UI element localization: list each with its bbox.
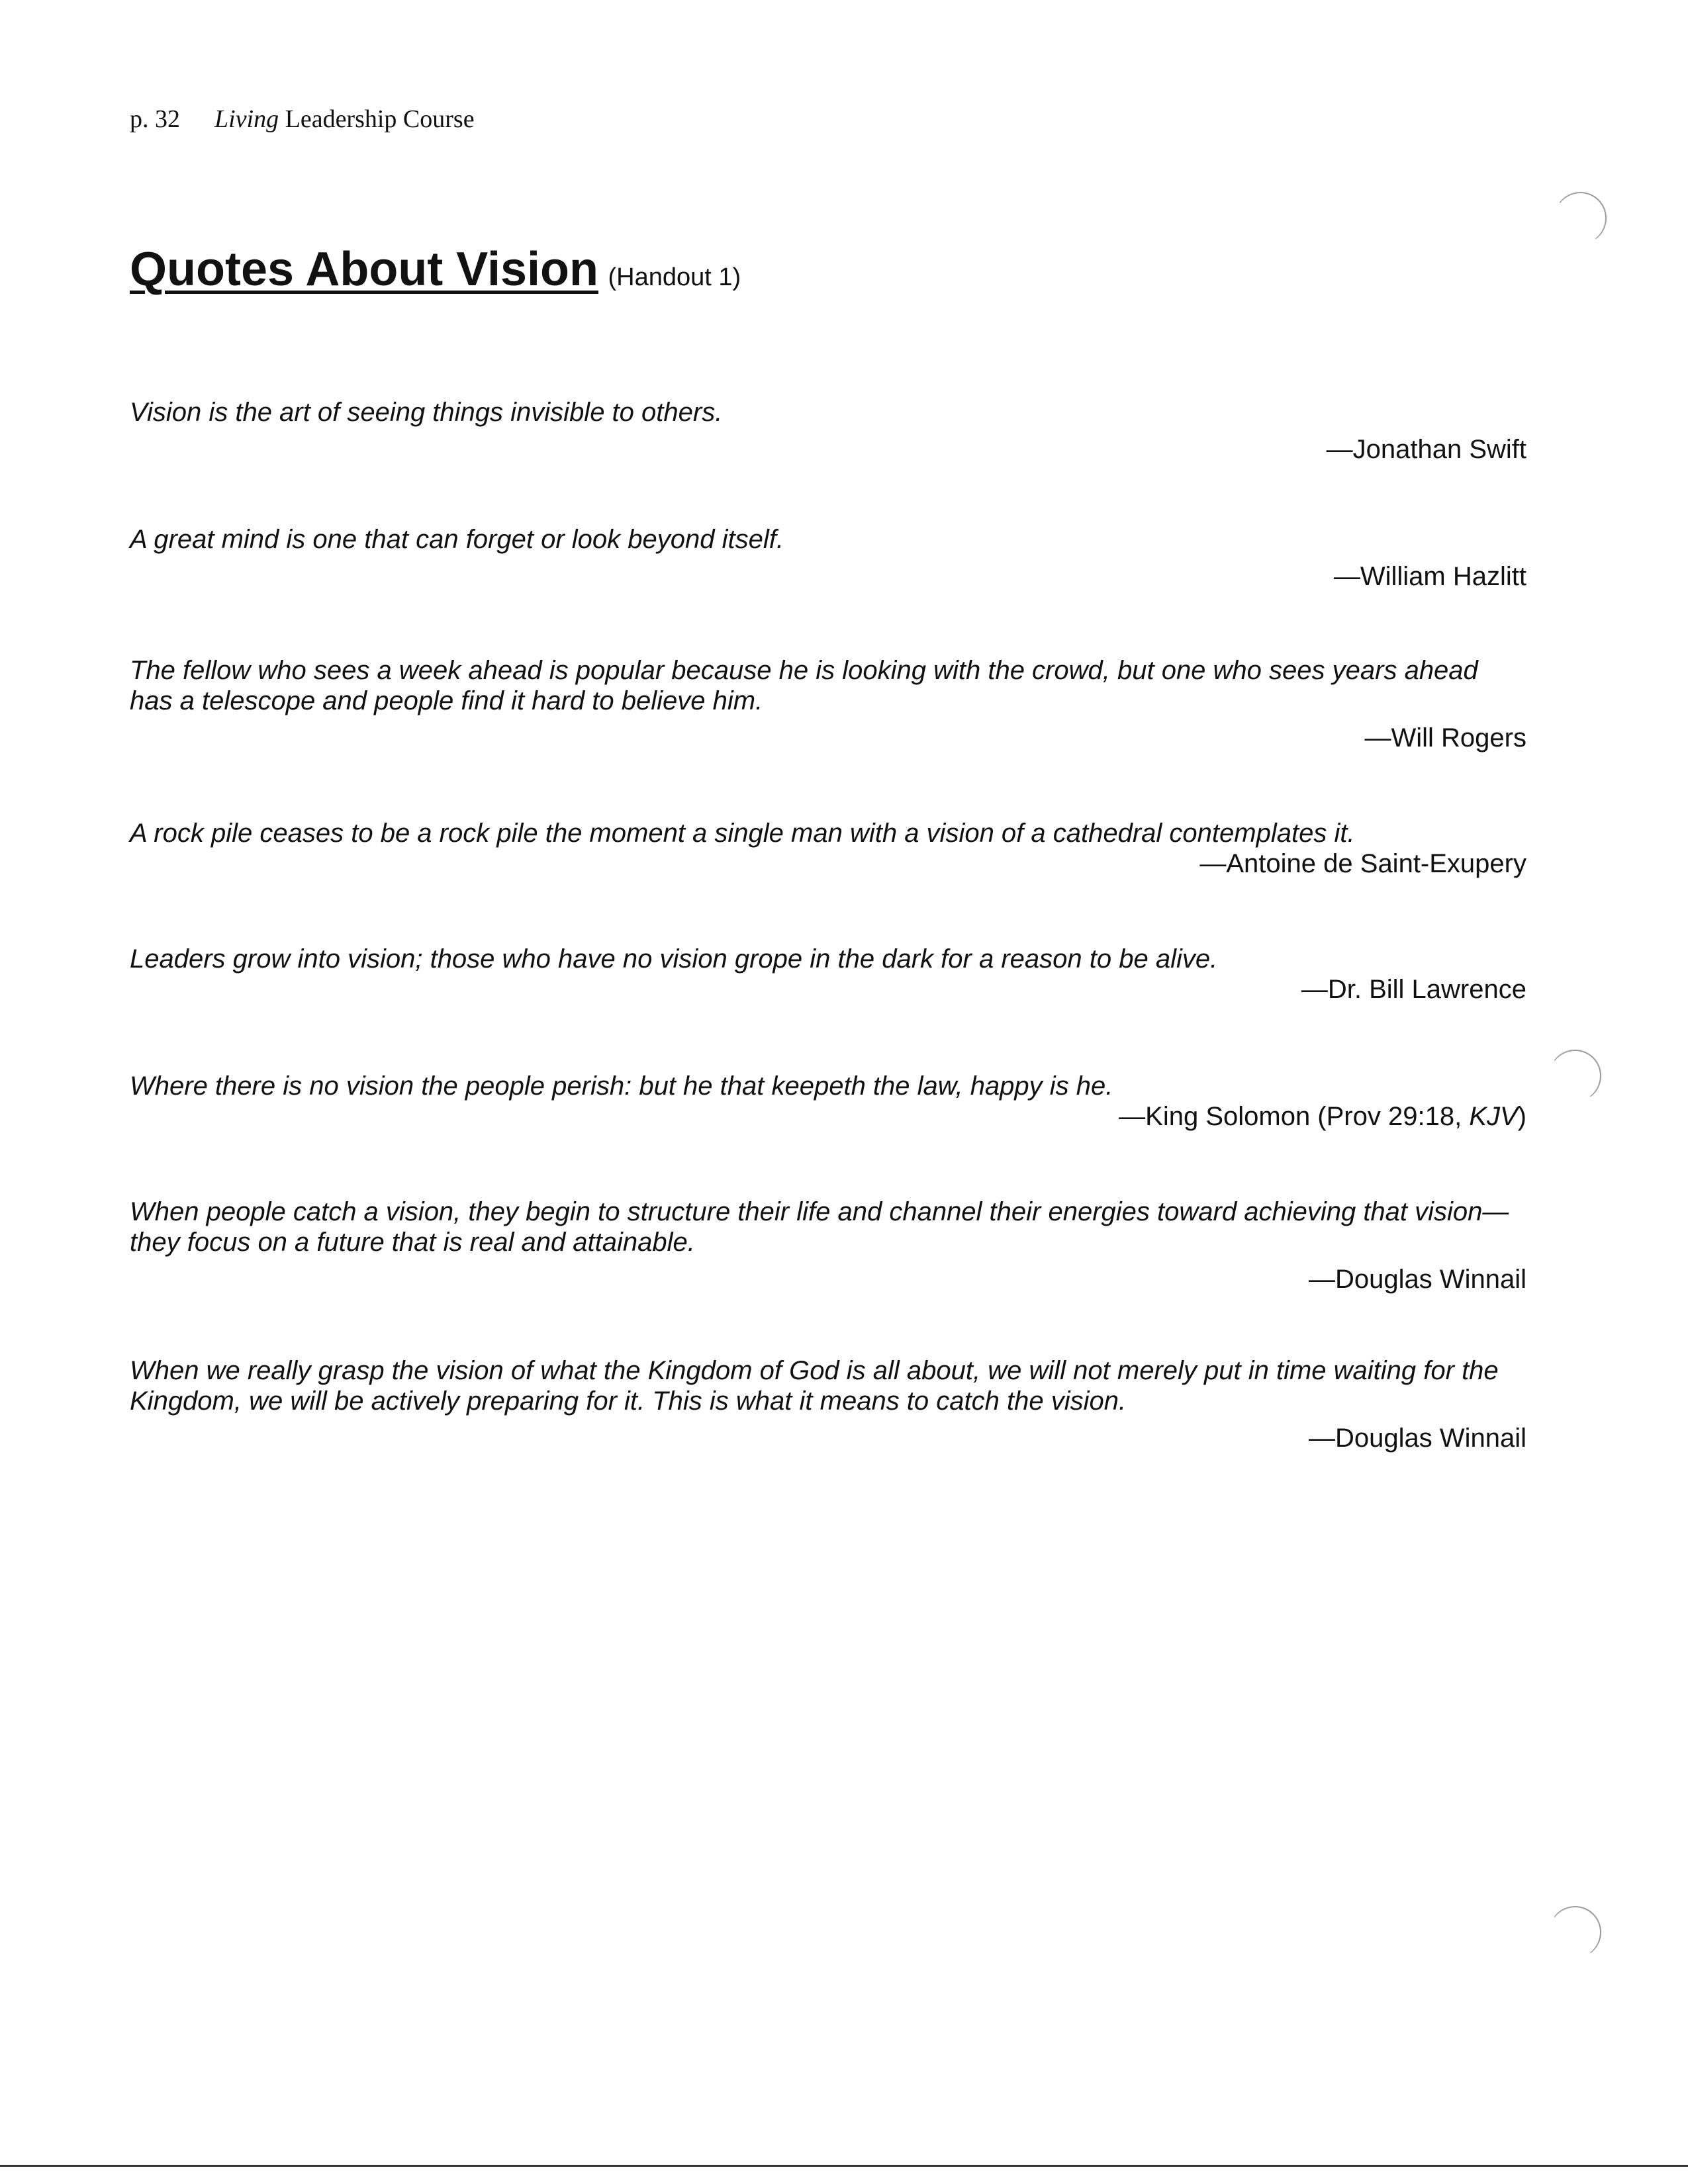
page-header xyxy=(130,105,475,134)
quote-author: —Jonathan Swift xyxy=(1326,435,1526,464)
quote-text: Vision is the art of seeing things invisible to others. xyxy=(130,398,723,427)
quote-author-close: ) xyxy=(1517,1102,1526,1131)
handout-title xyxy=(130,242,741,296)
punch-hole-mark xyxy=(1549,1050,1601,1102)
quote-text: Where there is no vision the people perish: but he that keepeth the law, happy is he. xyxy=(130,1071,1113,1101)
page-title: Quotes About Vision xyxy=(130,243,599,296)
quote-author-version: KJV xyxy=(1469,1102,1518,1131)
quote-text: The fellow who sees a week ahead is popular because he is looking with the crowd, but one who sees years ahead has a telescope and people find it hard to believe him. xyxy=(130,656,1478,715)
quote-author: —Will Rogers xyxy=(1364,723,1526,752)
quote-item xyxy=(130,524,1526,592)
quote-author: —Douglas Winnail xyxy=(1308,1424,1526,1453)
quote-text: A great mind is one that can forget or look beyond itself. xyxy=(130,525,784,554)
quote-text: Leaders grow into vision; those who have no vision grope in the dark for a reason to be alive. xyxy=(130,944,1218,974)
punch-hole-mark xyxy=(1554,192,1607,244)
course-title-italic: Living xyxy=(214,105,279,133)
quote-author: —Douglas Winnail xyxy=(1308,1265,1526,1294)
quote-author xyxy=(130,1101,1526,1132)
bottom-edge-line xyxy=(0,2165,1688,2167)
quote-item xyxy=(130,818,1526,879)
course-title: Leadership Course xyxy=(285,105,475,133)
quote-author-name: —King Solomon (Prov 29:18, xyxy=(1119,1102,1470,1131)
quote-item xyxy=(130,1355,1526,1453)
quote-item xyxy=(130,944,1526,1005)
quote-item xyxy=(130,1197,1526,1295)
quote-text: When we really grasp the vision of what the Kingdom of God is all about, we will not merely put in time waiting for the Kingdom, we will be actively preparing for it. This is what it means to catch the vision. xyxy=(130,1356,1499,1416)
page-number: p. 32 xyxy=(130,105,180,133)
handout-label: (Handout 1) xyxy=(608,263,741,291)
quote-text: When people catch a vision, they begin to structure their life and channel their energies toward achieving that vision—they focus on a future that is real and attainable. xyxy=(130,1197,1509,1257)
quote-author: —William Hazlitt xyxy=(1333,562,1526,591)
quote-item xyxy=(130,655,1526,753)
punch-hole-mark xyxy=(1549,1906,1601,1958)
quote-text: A rock pile ceases to be a rock pile the moment a single man with a vision of a cathedral contemplates it. xyxy=(130,819,1355,848)
quote-item xyxy=(130,1071,1526,1132)
quote-author: —Antoine de Saint-Exupery xyxy=(1199,849,1526,878)
quote-item xyxy=(130,397,1526,465)
quote-author: —Dr. Bill Lawrence xyxy=(1301,975,1526,1004)
